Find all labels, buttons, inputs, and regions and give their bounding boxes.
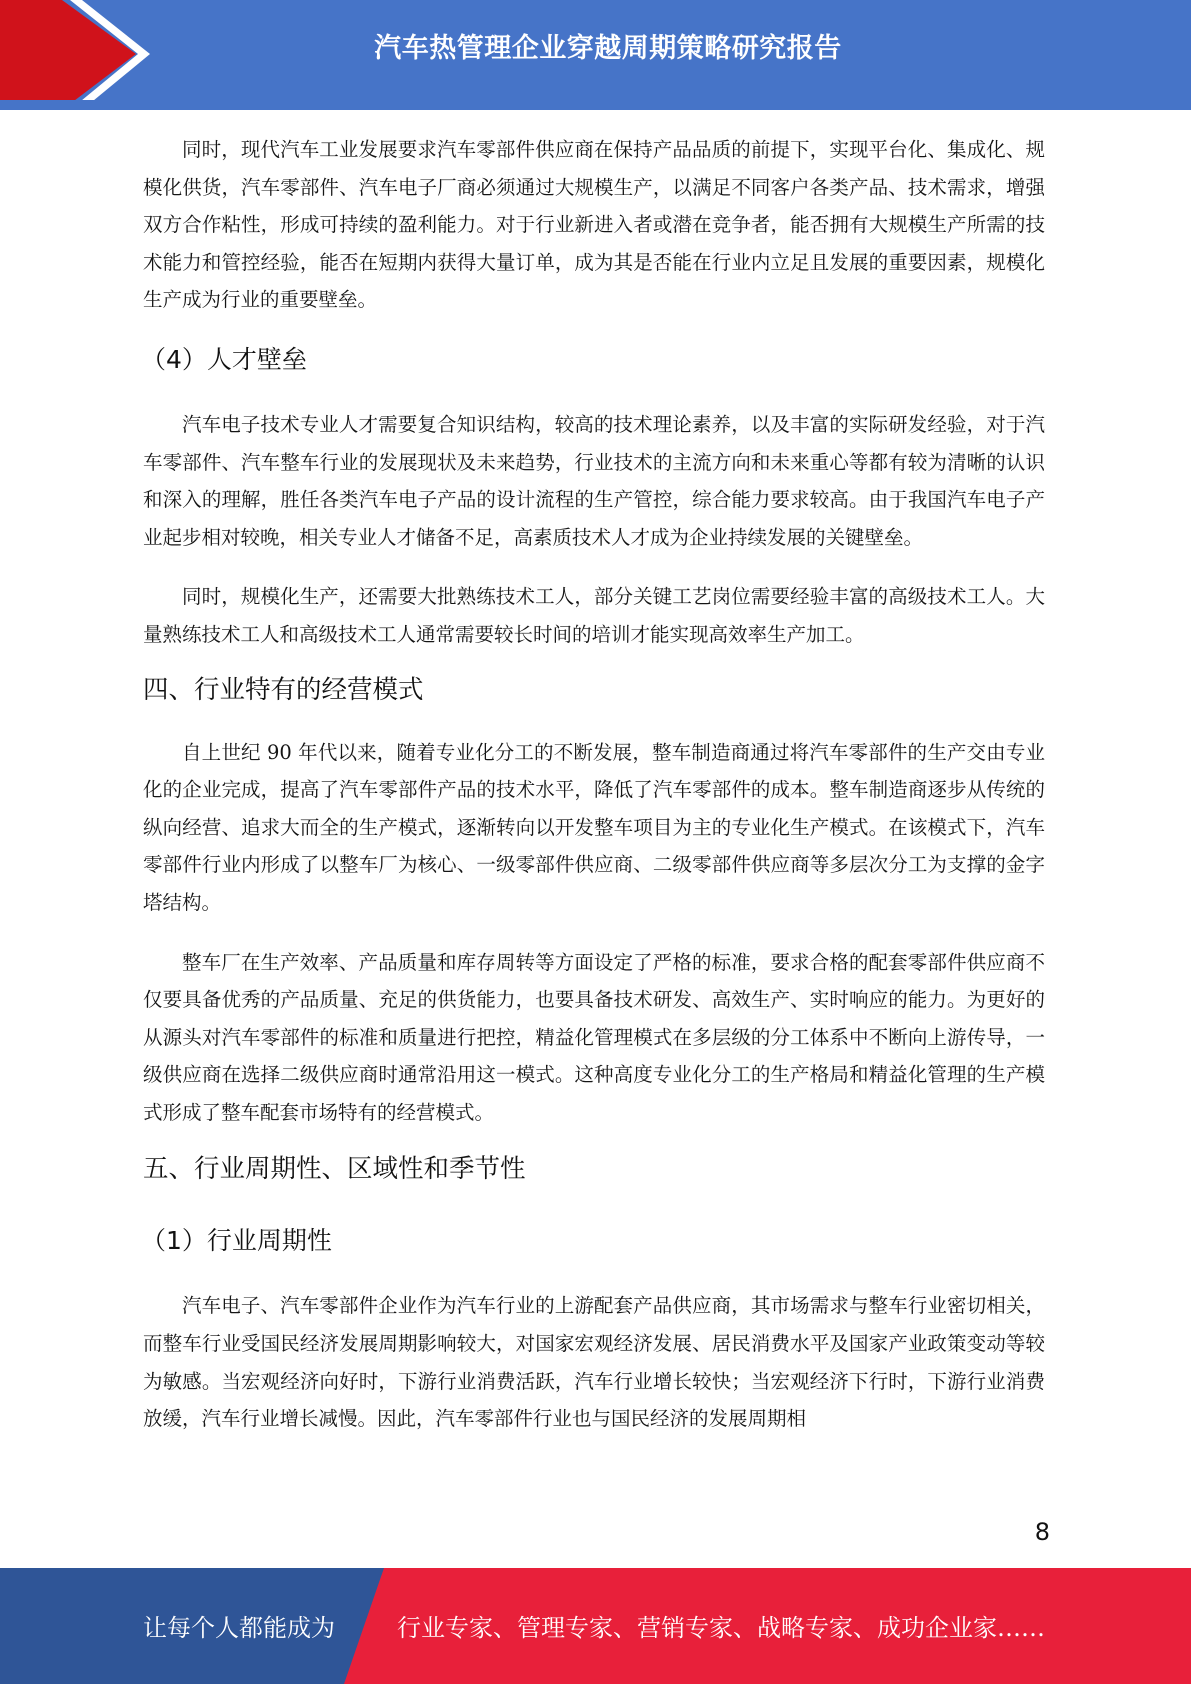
page-number: 8 — [1034, 1518, 1050, 1546]
document-body — [143, 131, 1045, 1438]
page-header — [0, 0, 1191, 110]
heading-cyclicality: 五、行业周期性、区域性和季节性 — [143, 1154, 526, 1185]
paragraph-lean-management: 整车厂在生产效率、产品质量和库存周转等方面设定了严格的标准，要求合格的配套零部件供应商不仅要具备优秀的产品质量、充足的供货能力，也要具备技术研发、高效生产、实时响应的能力。为更好的从源头对汽车零部件的标准和质量进行把控，精益化管理模式在多层级的分工体系中不断向上游传导，一级供应商在选择二级供应商时通常沿用这一模式。这种高度专业化分工的生产格局和精益化管理的生产模式形成了整车配套市场特有的经营模式。 — [143, 950, 1045, 1124]
report-title: 汽车热管理企业穿越周期策略研究报告 — [374, 33, 842, 64]
footer-slogan-left: 让每个人都能成为 — [143, 1614, 335, 1642]
paragraph-scale-barrier: 同时，现代汽车工业发展要求汽车零部件供应商在保持产品品质的前提下，实现平台化、集成化、规模化供货，汽车零部件、汽车电子厂商必须通过大规模生产，以满足不同客户各类产品、技术需求，增强双方合作粘性，形成可持续的盈利能力。对于行业新进入者或潜在竞争者，能否拥有大规模生产所需的技术能力和管控经验，能否在短期内获得大量订单，成为其是否能在行业内立足且发展的重要因素，规模化生产成为行业的重要壁垒。 — [143, 138, 1045, 312]
page-footer — [0, 1568, 1191, 1684]
paragraph-talent-requirements: 汽车电子技术专业人才需要复合知识结构，较高的技术理论素养，以及丰富的实际研发经验，对于汽车零部件、汽车整车行业的发展现状及未来趋势，行业技术的主流方向和未来重心等都有较为清晰的认识和深入的理解，胜任各类汽车电子产品的设计流程的生产管控，综合能力要求较高。由于我国汽车电子产业起步相对较晚，相关专业人才储备不足，高素质技术人才成为企业持续发展的关键壁垒。 — [143, 412, 1045, 549]
heading-industry-cyclicality: （1）行业周期性 — [141, 1226, 332, 1256]
heading-business-model: 四、行业特有的经营模式 — [143, 674, 424, 705]
footer-slogan-right: 行业专家、管理专家、营销专家、战略专家、成功企业家…… — [397, 1614, 1045, 1642]
paragraph-skilled-workers: 同时，规模化生产，还需要大批熟练技术工人，部分关键工艺岗位需要经验丰富的高级技术工人。大量熟练技术工人和高级技术工人通常需要较长时间的培训才能实现高效率生产加工。 — [143, 585, 1045, 646]
heading-talent-barrier: （4）人才壁垒 — [141, 344, 307, 374]
paragraph-specialization: 自上世纪 90 年代以来，随着专业化分工的不断发展，整车制造商通过将汽车零部件的生产交由专业化的企业完成，提高了汽车零部件产品的技术水平，降低了汽车零部件的成本。整车制造商逐步从传统的纵向经营、追求大而全的生产模式，逐渐转向以开发整车项目为主的专业化生产模式。在该模式下，汽车零部件行业内形成了以整车厂为核心、一级零部件供应商、二级零部件供应商等多层次分工为支撑的金字塔结构。 — [143, 740, 1045, 914]
paragraph-cyclicality: 汽车电子、汽车零部件企业作为汽车行业的上游配套产品供应商，其市场需求与整车行业密切相关，而整车行业受国民经济发展周期影响较大，对国家宏观经济发展、居民消费水平及国家产业政策变动等较为敏感。当宏观经济向好时，下游行业消费活跃，汽车行业增长较快；当宏观经济下行时，下游行业消费放缓，汽车行业增长减慢。因此，汽车零部件行业也与国民经济的发展周期相 — [143, 1294, 1045, 1431]
